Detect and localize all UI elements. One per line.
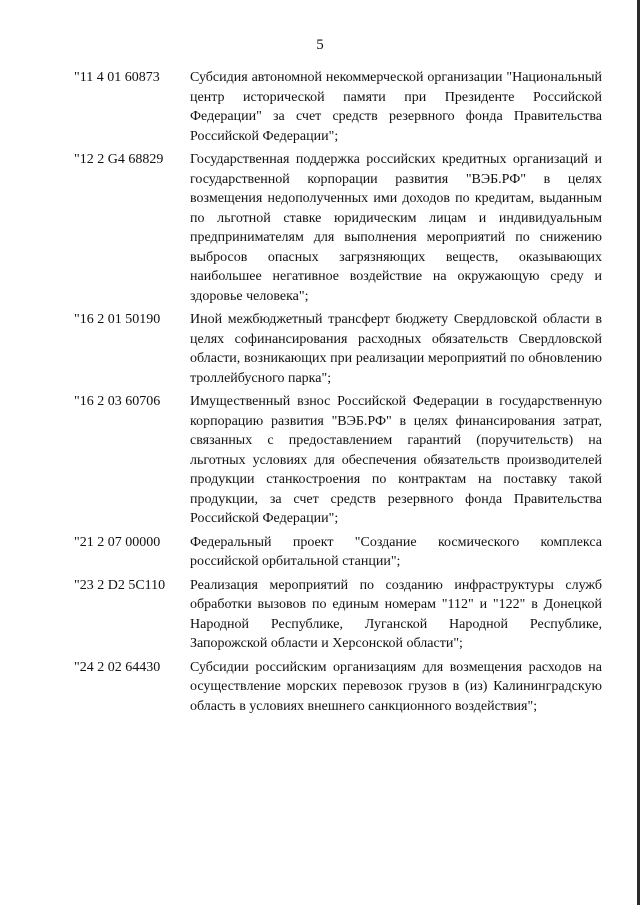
- entry: [74, 576, 602, 654]
- entry: [74, 658, 602, 717]
- entry: [74, 310, 602, 388]
- entry-code: "16 2 03 60706: [74, 394, 161, 409]
- entry-code: "24 2 02 64430: [74, 659, 161, 675]
- entry: [74, 392, 602, 529]
- entries-list: [74, 68, 602, 720]
- entry-code: "23 2 D2 5C110: [74, 577, 166, 593]
- entry-description: Реализация мероприятий по созданию инфраструктуры служб обработки вызовов по единым номерам "112" и "122" в Донецкой Народной Республике, Луганской Народной Республике, Запорожской области и Херсонской области";: [190, 577, 602, 651]
- entry-description: Федеральный проект "Создание космического комплекса российской орбитальной станции";: [190, 534, 602, 569]
- entry-code: "11 4 01 60873: [74, 70, 160, 85]
- entry-description: Имущественный взнос Российской Федерации в государственную корпорацию развития "ВЭБ.РФ" в целях финансирования затрат, связанных с предоставлением гарантий (поручительств) на льготных условиях для обеспечения обязательств производителей продукции станкостроения по контрактам на поставку такой продукции, за счет средств резервного фонда Правительства Российской Федерации";: [190, 394, 602, 526]
- entry-description: Иной межбюджетный трансферт бюджету Свердловской области в целях софинансирования расходных обязательств Свердловской области, возникающих при реализации мероприятий по обновлению троллейбусного парка";: [190, 312, 602, 386]
- entry-description: Субсидия автономной некоммерческой организации "Национальный центр исторической памяти при Президенте Российской Федерации" за счет средств резервного фонда Правительства Российской Федерации";: [190, 70, 602, 144]
- entry-description: Субсидии российским организациям для возмещения расходов на осуществление морских перевозок грузов в (из) Калининградскую область в условиях внешнего санкционного воздействия";: [190, 659, 602, 714]
- entry: [74, 533, 602, 572]
- entry-code: "16 2 01 50190: [74, 312, 161, 327]
- entry: [74, 68, 602, 146]
- entry-code: "21 2 07 00000: [74, 534, 161, 550]
- entry-description: Государственная поддержка российских кредитных организаций и государственной корпорации развития "ВЭБ.РФ" в целях возмещения недополученных ими доходов по кредитам, выданным по льготной ставке юридическим лицам и индивидуальным предпринимателям для выполнения мероприятий по снижению выбросов опасных загрязняющих веществ, оказывающих наибольшее негативное воздействие на окружающую среду и здоровье человека";: [190, 152, 602, 304]
- entry-code: "12 2 G4 68829: [74, 152, 164, 167]
- entry: [74, 150, 602, 306]
- page-number: 5: [316, 37, 324, 53]
